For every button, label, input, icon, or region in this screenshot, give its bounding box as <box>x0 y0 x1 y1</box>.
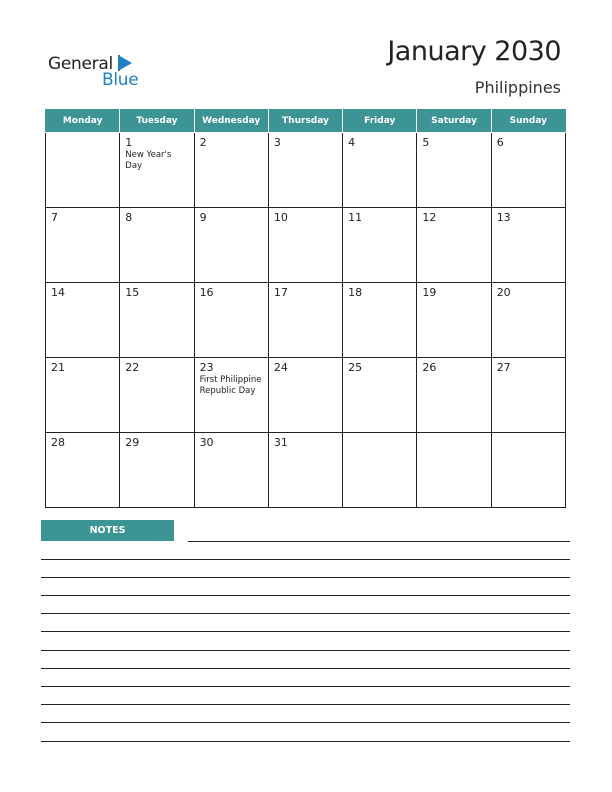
day-number: 25 <box>348 361 363 374</box>
day-cell <box>417 208 491 283</box>
day-number: 6 <box>496 136 504 149</box>
logo-word-general: General <box>48 54 113 74</box>
generalblue-logo <box>48 52 158 92</box>
notes-line <box>41 595 570 596</box>
day-number: 21 <box>51 361 65 374</box>
weekday-header: Friday <box>343 110 417 133</box>
day-cell <box>343 133 417 208</box>
day-cell <box>417 358 491 433</box>
week-row <box>46 208 566 283</box>
day-cell <box>194 358 268 433</box>
day-cell <box>194 283 268 358</box>
day-cell <box>194 433 268 508</box>
day-cell <box>268 283 342 358</box>
week-row <box>46 133 566 208</box>
day-number: 11 <box>348 211 363 224</box>
notes-line <box>41 668 570 669</box>
day-number: 9 <box>199 211 207 224</box>
weekday-header-row <box>46 110 566 133</box>
day-cell <box>268 358 342 433</box>
logo-word-blue: Blue <box>102 70 139 90</box>
day-number: 13 <box>496 211 511 224</box>
notes-line <box>41 613 570 614</box>
day-cell <box>343 358 417 433</box>
weekday-header: Wednesday <box>194 110 268 133</box>
day-number: 3 <box>273 136 281 149</box>
day-cell <box>120 283 194 358</box>
day-number: 23 <box>199 361 214 374</box>
day-number: 27 <box>496 361 511 374</box>
weekday-header: Saturday <box>417 110 491 133</box>
day-cell <box>491 283 565 358</box>
day-cell <box>120 358 194 433</box>
day-cell <box>268 433 342 508</box>
day-number: 28 <box>51 436 65 449</box>
notes-line <box>188 541 570 542</box>
weekday-header: Thursday <box>268 110 342 133</box>
logo-flag-icon <box>118 55 136 71</box>
day-number: 5 <box>422 136 430 149</box>
day-number: 16 <box>199 286 214 299</box>
day-number: 12 <box>422 211 437 224</box>
notes-line <box>41 722 570 723</box>
week-row <box>46 358 566 433</box>
day-cell <box>46 433 120 508</box>
notes-line <box>41 704 570 705</box>
weekday-header: Tuesday <box>120 110 194 133</box>
holiday-label: New Year's Day <box>125 150 172 171</box>
day-cell <box>343 208 417 283</box>
day-cell <box>491 433 565 508</box>
calendar-grid <box>45 109 566 508</box>
week-row <box>46 283 566 358</box>
day-number: 17 <box>273 286 288 299</box>
notes-label: NOTES <box>41 520 174 541</box>
day-number: 4 <box>348 136 356 149</box>
notes-line <box>41 650 570 651</box>
day-number: 15 <box>125 286 140 299</box>
day-number: 20 <box>496 286 511 299</box>
day-cell <box>46 208 120 283</box>
day-number: 1 <box>125 136 133 149</box>
notes-line <box>41 577 570 578</box>
day-cell <box>491 208 565 283</box>
day-number: 22 <box>125 361 140 374</box>
day-cell <box>194 208 268 283</box>
day-number: 2 <box>199 136 207 149</box>
day-number: 29 <box>125 436 140 449</box>
day-number: 26 <box>422 361 437 374</box>
page-title: January 2030 <box>387 36 561 67</box>
day-number: 14 <box>51 286 65 299</box>
day-cell <box>46 283 120 358</box>
notes-line <box>41 631 570 632</box>
day-cell <box>491 133 565 208</box>
weekday-header: Monday <box>46 110 120 133</box>
day-number: 8 <box>125 211 133 224</box>
day-cell <box>343 283 417 358</box>
day-cell <box>120 433 194 508</box>
day-cell <box>46 133 120 208</box>
notes-line <box>41 741 570 742</box>
notes-line <box>41 559 570 560</box>
holiday-label: First Philippine Republic Day <box>199 375 262 396</box>
day-cell <box>491 358 565 433</box>
day-cell <box>417 283 491 358</box>
day-number: 30 <box>199 436 214 449</box>
day-cell <box>417 433 491 508</box>
day-cell <box>194 133 268 208</box>
notes-line <box>41 686 570 687</box>
day-number: 31 <box>273 436 288 449</box>
weekday-header: Sunday <box>491 110 565 133</box>
day-cell <box>268 208 342 283</box>
day-cell <box>46 358 120 433</box>
day-cell <box>268 133 342 208</box>
day-cell <box>343 433 417 508</box>
day-cell <box>120 133 194 208</box>
day-number: 24 <box>273 361 288 374</box>
week-row <box>46 433 566 508</box>
day-number: 19 <box>422 286 437 299</box>
day-number: 18 <box>348 286 363 299</box>
day-number: 10 <box>273 211 288 224</box>
day-cell <box>417 133 491 208</box>
day-cell <box>120 208 194 283</box>
country-label: Philippines <box>474 78 561 97</box>
day-number: 7 <box>51 211 58 224</box>
